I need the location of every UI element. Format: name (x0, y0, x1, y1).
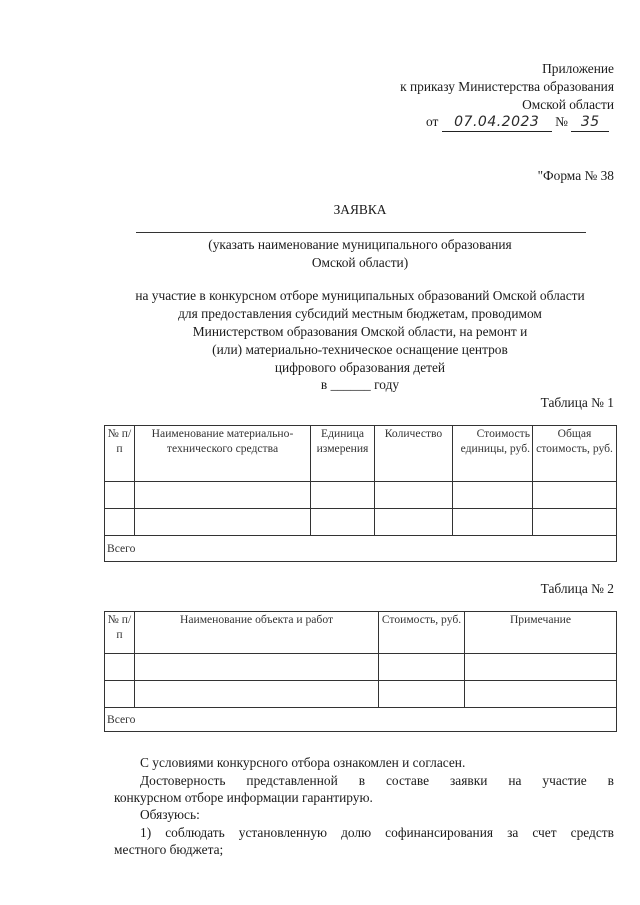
header-line-1: Приложение (542, 61, 614, 76)
table1-header-quantity: Количество (375, 426, 453, 482)
paragraph-cofinancing-line-2: местного бюджета; (114, 842, 224, 857)
table2-total-row (105, 708, 617, 732)
table1-total-row (105, 536, 617, 562)
paragraph-reliability-line-2: конкурсном отборе информации гарантирую. (114, 790, 373, 805)
number-prefix: № (555, 114, 568, 129)
table1-header-unit-cost: Стоимость единицы, руб. (453, 426, 533, 482)
table-row (105, 681, 617, 708)
table-row (105, 654, 617, 681)
table2-header-note: Примечание (465, 612, 617, 654)
table1-header-name: Наименование материально-технического средства (135, 426, 311, 482)
year-prefix: в (320, 377, 328, 392)
order-date: 07.04.2023 (442, 113, 552, 132)
year-suffix: году (374, 377, 400, 392)
table-row (105, 509, 617, 536)
form-label: "Форма № 38 (537, 168, 614, 183)
table2-header-cost: Стоимость, руб. (379, 612, 465, 654)
document-title: ЗАЯВКА (333, 202, 387, 217)
table1-total-label: Всего (105, 536, 617, 562)
table2-header-name: Наименование объекта и работ (135, 612, 379, 654)
intro-line-3: Министерством образования Омской области, на ремонт и (192, 324, 528, 339)
municipality-hint-1: (указать наименование муниципального образования (208, 237, 512, 252)
intro-line-5: цифрового образования детей (274, 360, 446, 375)
order-date-row (426, 113, 618, 132)
municipality-hint-2: Омской области) (311, 255, 409, 270)
intro-line-2: для предоставления субсидий местным бюджетам, проводимом (178, 306, 542, 321)
table2-caption: Таблица № 2 (540, 581, 614, 596)
header-line-2: к приказу Министерства образования (400, 79, 614, 94)
table1-header-total-cost: Общая стоимость, руб. (533, 426, 617, 482)
date-prefix: от (426, 114, 439, 129)
table1-header-unit: Единица измерения (311, 426, 375, 482)
table1 (104, 425, 617, 562)
table1-header-number: № п/п (105, 426, 135, 482)
paragraph-obligation: Обязуюсь: (140, 807, 200, 822)
table1-caption: Таблица № 1 (540, 395, 614, 410)
table2-total-label: Всего (105, 708, 617, 732)
paragraph-acknowledgement: С условиями конкурсного отбора ознакомлен и согласен. (140, 755, 466, 770)
table2-header-number: № п/п (105, 612, 135, 654)
header-line-3: Омской области (522, 97, 614, 112)
municipality-blank-line (136, 232, 586, 233)
paragraph-reliability-line-1: Достоверность представленной в составе заявки на участие в (140, 773, 614, 788)
table2 (104, 611, 617, 732)
year-line (80, 376, 640, 393)
order-number: 35 (571, 113, 609, 132)
intro-line-4: (или) материально-техническое оснащение центров (212, 342, 508, 357)
year-blank: ______ (330, 377, 371, 392)
paragraph-cofinancing-line-1: 1) соблюдать установленную долю софинансирования за счет средств (140, 825, 614, 840)
intro-line-1: на участие в конкурсном отборе муниципальных образований Омской области (135, 288, 585, 303)
table-row (105, 482, 617, 509)
